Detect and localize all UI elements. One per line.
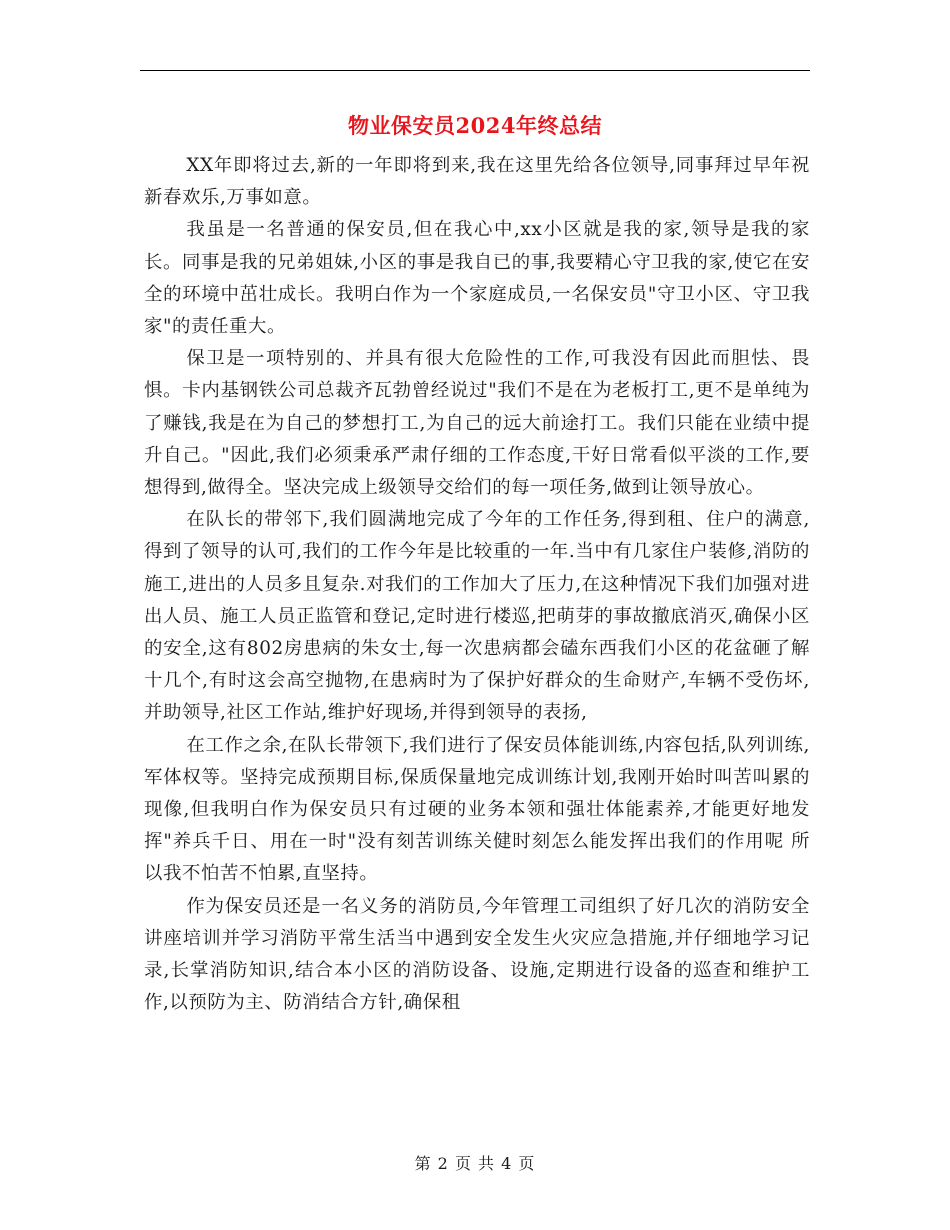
document-body	[144, 150, 810, 1019]
paragraph-2: 我虽是一名普通的保安员,但在我心中,xx小区就是我的家,领导是我的家长。同事是我的兄弟姐妹,小区的事是我自已的事,我要精心守卫我的家,使它在安全的环境中茁壮成长。我明白作为一个家庭成员,一名保安员"守卫小区、守卫我家"的责任重大。	[144, 219, 810, 338]
header-rule	[140, 70, 810, 71]
paragraph-6: 作为保安员还是一名义务的消防员,今年管理工司组织了好几次的消防安全讲座培训并学习消防平常生活当中遇到安全发生火灾应急措施,并仔细地学习记录,长掌消防知识,结合本小区的消防设备、设施,定期进行设备的巡查和维护工作,以预防为主、防消结合方针,确保租	[144, 895, 810, 1014]
paragraph-1: XX年即将过去,新的一年即将到来,我在这里先给各位领导,同事拜过早年祝新春欢乐,万事如意。	[144, 155, 810, 209]
page-number-footer: 第 2 页 共 4 页	[414, 1154, 536, 1173]
document-title: 物业保安员2024年终总结	[348, 113, 602, 138]
paragraph-3: 保卫是一项特别的、并具有很大危险性的工作,可我没有因此而胆怯、畏惧。卡内基钢铁公司总裁齐瓦勃曾经说过"我们不是在为老板打工,更不是单纯为了赚钱,我是在为自己的梦想打工,为自己的远大前途打工。我们只能在业绩中提升自己。"因此,我们必须秉承严肃仔细的工作态度,干好日常看似平淡的工作,要想得到,做得全。坚决完成上级领导交给们的每一项任务,做到让领导放心。	[144, 348, 810, 499]
paragraph-5: 在工作之余,在队长带领下,我们进行了保安员体能训练,内容包括,队列训练,军体权等。坚持完成预期目标,保质保量地完成训练计划,我刚开始时叫苦叫累的现像,但我明白作为保安员只有过硬的业务本领和强壮体能素养,才能更好地发挥"养兵千日、用在一时"没有刻苦训练关健时刻怎么能发挥出我们的作用呢 所以我不怕苦不怕累,直坚持。	[144, 734, 810, 885]
paragraph-4: 在队长的带邻下,我们圆满地完成了今年的工作任务,得到租、住户的满意,得到了领导的认可,我们的工作今年是比较重的一年.当中有几家住户装修,消防的施工,进出的人员多且复杂.对我们的工作加大了压力,在这种情况下我们加强对进出人员、施工人员正监管和登记,定时进行楼巡,把萌芽的事故撤底消灭,确保小区的安全,这有802房患病的朱女士,每一次患病都会磕东西我们小区的花盆砸了解十几个,有时这会高空抛物,在患病时为了保护好群众的生命财产,车辆不受伤坏,并助领导,社区工作站,维护好现场,并得到领导的表扬,	[144, 509, 810, 724]
